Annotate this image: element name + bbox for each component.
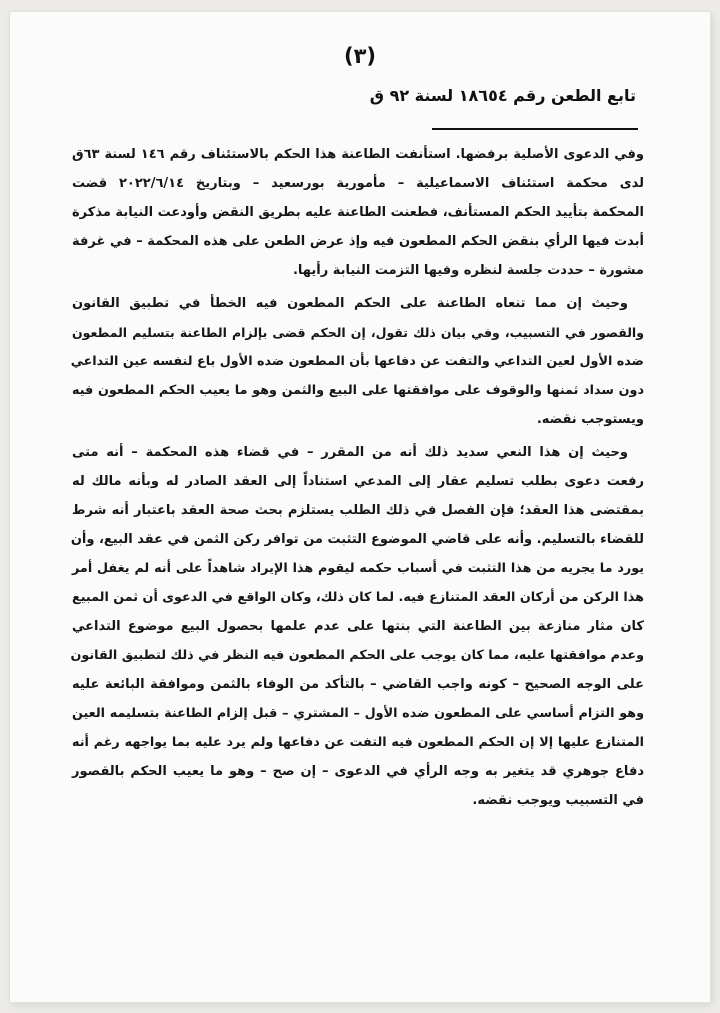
text-line: رفعت دعوى بطلب تسليم عقار إلى المدعي استناداً إلى العقد الصادر له وبأنه مالك له — [72, 474, 644, 489]
text-line: كان مثار منازعة بين الطاعنة التي بنتها على عدم علمها بحصول البيع موضوع التداعي — [72, 619, 644, 634]
text-line: هذا الركن من أركان العقد المتنازع فيه. لما كان ذلك، وكان الواقع في الدعوى أن ثمن المبيع — [72, 590, 644, 605]
document-body — [72, 140, 644, 819]
text-line: دفاع جوهري قد يتغير به وجه الرأي في الدعوى – إن صح – وهو ما يعيب الحكم بالقصور — [72, 764, 644, 779]
text-line: ويستوجب نقضه. — [536, 412, 644, 427]
text-line: في التسبيب ويوجب نقضه. — [472, 793, 644, 808]
text-line: وهو التزام أساسي على المطعون ضده الأول – المشتري – قبل إلزام الطاعنة بتسليمه العين — [72, 706, 644, 721]
text-line: للقضاء بالتسليم. وأنه على قاضي الموضوع التثبت من توافر ركن الثمن في عقد البيع، وأن — [70, 532, 644, 547]
paragraph-court-reasoning — [72, 438, 644, 815]
text-line: ضده الأول لعين التداعي والتفت عن دفاعها بأن المطعون ضده الأول باع لنفسه عين التداعي — [70, 354, 644, 369]
text-line: مشورة – حددت جلسة لنظره وفيها التزمت النيابة رأيها. — [292, 263, 644, 278]
text-line: بمقتضى هذا العقد؛ فإن الفصل في ذلك الطلب يستلزم بحث صحة العقد باعتبار أنه شرط — [72, 503, 644, 518]
paragraph-background — [72, 140, 644, 285]
heading-underline — [432, 128, 638, 130]
text-line: لدى محكمة استئناف الاسماعيلية – مأمورية بورسعيد – وبتاريخ ٢٠٢٢/٦/١٤ قضت — [72, 176, 644, 191]
paragraph-appeal-grounds — [72, 289, 644, 434]
text-line: وفي الدعوى الأصلية برفضها. استأنفت الطاعنة هذا الحكم بالاستئناف رقم ١٤٦ لسنة ٦٣ق — [72, 147, 645, 162]
text-line: وعدم موافقتها عليه، مما كان يوجب على الحكم المطعون فيه النظر في ذلك لتطبيق القانون — [70, 648, 644, 663]
text-line: أبدت فيها الرأي بنقض الحكم المطعون فيه وإذ عرض الطعن على هذه المحكمة – في غرفة — [72, 234, 644, 249]
text-line: على الوجه الصحيح – كونه واجب القاضي – بالتأكد من الوفاء بالثمن وموافقة البائعة عليه — [72, 677, 644, 692]
page-number: (٣) — [343, 44, 377, 68]
text-line: وحيث إن هذا النعي سديد ذلك أنه من المقرر – في قضاء هذه المحكمة – أنه متى — [72, 445, 628, 460]
text-line: المحكمة بتأييد الحكم المستأنف، فطعنت الطاعنة عليه بطريق النقض وأودعت النيابة مذكرة — [72, 205, 644, 220]
text-line: المتنازع عليها إلا إن الحكم المطعون فيه التفت عن دفاعها ولم يرد عليه بما يواجهه رغم أنه — [72, 735, 644, 750]
text-line: يورد ما يجريه من هذا التثبت في أسباب حكمه ليقوم هذا الإيراد شاهداً على أنه لم يغفل أمر — [72, 561, 644, 576]
text-line: دون سداد ثمنها والوقوف على موافقتها على البيع والثمن وهو ما يعيب الحكم المطعون فيه — [72, 383, 644, 398]
text-line: والقصور في التسبيب، وفي بيان ذلك تقول، إن الحكم قضى بإلزام الطاعنة بتسليم المطعون — [72, 325, 644, 340]
case-reference-heading: تابع الطعن رقم ١٨٦٥٤ لسنة ٩٢ ق — [369, 86, 636, 105]
text-line: وحيث إن مما تنعاه الطاعنة على الحكم المطعون فيه الخطأ في تطبيق القانون — [72, 296, 628, 311]
